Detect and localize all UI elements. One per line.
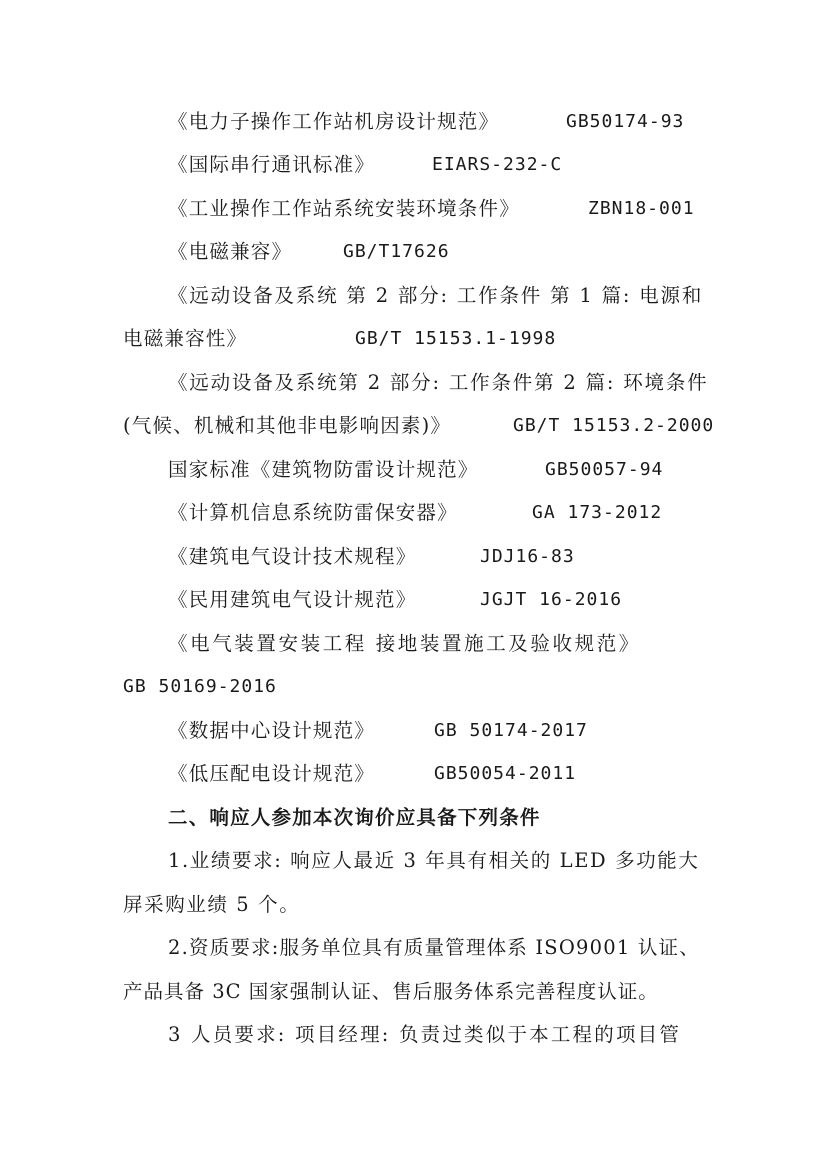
standard-title: 《计算机信息系统防雷保安器》 <box>168 501 458 524</box>
standard-code: GA 173-2012 <box>532 502 663 523</box>
standard-title-line1: 《远动设备及系统 第 2 部分: 工作条件 第 1 篇: 电源和 <box>168 284 704 307</box>
standard-code: GB50174-93 <box>566 111 685 132</box>
requirement-line: 2.资质要求:服务单位具有质量管理体系 ISO9001 认证、 <box>168 936 700 959</box>
requirement-line: 3 人员要求: 项目经理: 负责过类似于本工程的项目管 <box>168 1023 682 1046</box>
standard-title: 《电磁兼容》 <box>168 240 293 263</box>
standard-code: JGJT 16-2016 <box>480 589 623 610</box>
standard-code: ZBN18-001 <box>588 198 695 219</box>
standard-title-line2: (气候、机械和其他非电影响因素)》 <box>123 414 452 437</box>
standard-code: GB50057-94 <box>545 459 664 480</box>
standard-title: 国家标准《建筑物防雷设计规范》 <box>168 458 479 481</box>
standard-title: 《数据中心设计规范》 <box>168 719 376 742</box>
standard-code: EIARS-232-C <box>432 154 563 175</box>
standard-code: GB 50169-2016 <box>123 676 277 697</box>
standard-code: GB/T17626 <box>343 241 450 262</box>
standard-code: JDJ16-83 <box>480 546 575 567</box>
standard-title-line1: 《远动设备及系统第 2 部分: 工作条件第 2 篇: 环境条件 <box>168 371 709 394</box>
standard-code: GB/T 15153.1-1998 <box>355 328 557 349</box>
requirement-line: 1.业绩要求: 响应人最近 3 年具有相关的 LED 多功能大 <box>168 849 700 872</box>
standard-title-line2: 电磁兼容性》 <box>123 327 248 350</box>
standard-title: 《建筑电气设计技术规程》 <box>168 545 417 568</box>
standard-code: GB/T 15153.2-2000 <box>513 415 715 436</box>
standard-title: 《电气装置安装工程 接地装置施工及验收规范》 <box>168 632 641 655</box>
requirement-line: 屏采购业绩 5 个。 <box>123 893 301 916</box>
standard-title: 《工业操作工作站系统安装环境条件》 <box>168 197 520 220</box>
standard-title: 《民用建筑电气设计规范》 <box>168 588 417 611</box>
standard-title: 《电力子操作工作站机房设计规范》 <box>168 110 500 133</box>
standard-title: 《国际串行通讯标准》 <box>168 153 376 176</box>
standard-code: GB 50174-2017 <box>434 720 588 741</box>
standard-code: GB50054-2011 <box>434 763 577 784</box>
requirement-line: 产品具备 3C 国家强制认证、售后服务体系完善程度认证。 <box>123 980 659 1003</box>
standard-title: 《低压配电设计规范》 <box>168 762 376 785</box>
section-heading: 二、响应人参加本次询价应具备下列条件 <box>168 806 541 829</box>
